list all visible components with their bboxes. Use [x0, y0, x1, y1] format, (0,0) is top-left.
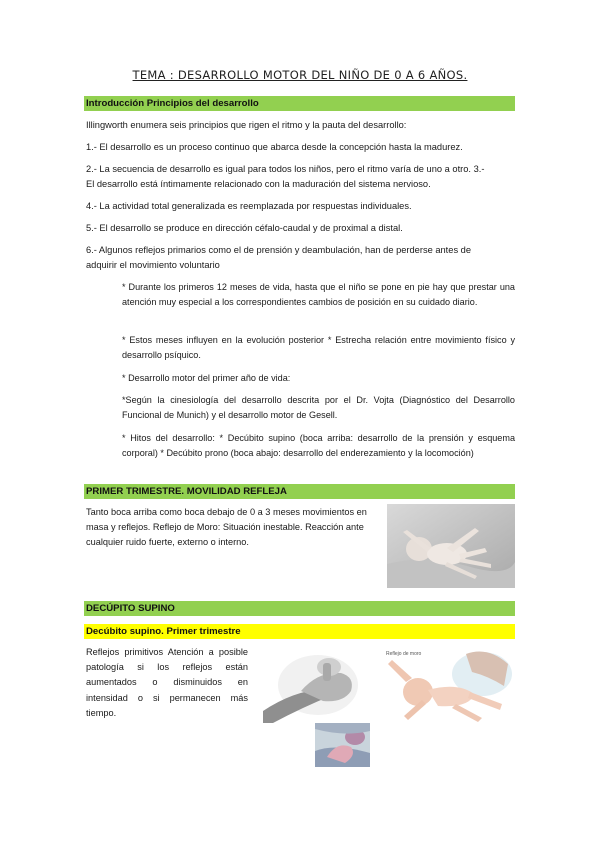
bullet-vojta: *Según la cinesiología del desarrollo descrita por el Dr. Vojta (Diagnóstico del Desarrollo Funcional de Munich) y el desarrollo motor de Gesell.	[122, 395, 515, 421]
subsection-heading-supino-primer-trimestre: Decúbito supino. Primer trimestre	[84, 624, 515, 639]
principle-6-line-1: 6.- Algunos reflejos primarios como el de prensión y deambulación, han de perderse antes de	[86, 245, 472, 255]
decubito-supino-text: Reflejos primitivos Atención a posible patología si los reflejos están aumentados o disminuidos en intensidad o si permanecen más tiempo.	[86, 647, 248, 718]
infant-hand-photo	[315, 723, 370, 767]
intro-lead: Illingworth enumera seis principios que rigen el ritmo y la pauta del desarrollo:	[86, 120, 407, 130]
bullet-milestones: * Hitos del desarrollo: * Decúbito supino (boca arriba: desarrollo de la prensión y esquema corporal) * Decúbito prono (boca abajo: desarrollo del enderezamiento y la locomoción)	[122, 433, 515, 459]
principle-2-line-1: 2.- La secuencia de desarrollo es igual para todos los niños, pero el ritmo varía de uno a otro. 3.-	[86, 164, 485, 174]
bullet-first-year: * Desarrollo motor del primer año de vida:	[122, 373, 291, 383]
principle-5: 5.- El desarrollo se produce en dirección céfalo-caudal y de proximal a distal.	[86, 223, 403, 233]
section-heading-decubito-supino: DECÚPITO SUPINO	[84, 601, 515, 616]
section-heading-primer-trimestre: PRIMER TRIMESTRE. MOVILIDAD REFLEJA	[84, 484, 515, 499]
section-heading-intro: Introducción Principios del desarrollo	[84, 96, 515, 111]
moro-caption: Reflejo de moro	[386, 651, 422, 657]
baby-moro-photo	[387, 504, 515, 588]
principle-1: 1.- El desarrollo es un proceso continuo que abarca desde la concepción hasta la madurez.	[86, 142, 463, 152]
primer-trimestre-text: Tanto boca arriba como boca debajo de 0 a 3 meses movimientos en masa y reflejos. Reflejo de Moro: Situación inestable. Reacción ante cualquier ruido fuerte, externo o interno.	[86, 507, 367, 547]
principle-6-line-2: adquirir el movimiento voluntario	[86, 260, 220, 270]
principle-2-line-2: El desarrollo está íntimamente relacionado con la maduración del sistema nervioso.	[86, 179, 431, 189]
principle-4: 4.- La actividad total generalizada es reemplazada por respuestas individuales.	[86, 201, 412, 211]
bullet-influence: * Estos meses influyen en la evolución posterior * Estrecha relación entre movimiento físico y desarrollo psíquico.	[122, 335, 515, 361]
grasp-reflex-photo	[263, 651, 366, 723]
page-title: TEMA : DESARROLLO MOTOR DEL NIÑO DE 0 A 6 AÑOS.	[132, 68, 468, 82]
bullet-care: * Durante los primeros 12 meses de vida, hasta que el niño se pone en pie hay que prestar una atención muy especial a los correspondientes cambios de posición en su cuidado diario.	[122, 282, 515, 308]
moro-reflex-illustration	[378, 646, 515, 724]
